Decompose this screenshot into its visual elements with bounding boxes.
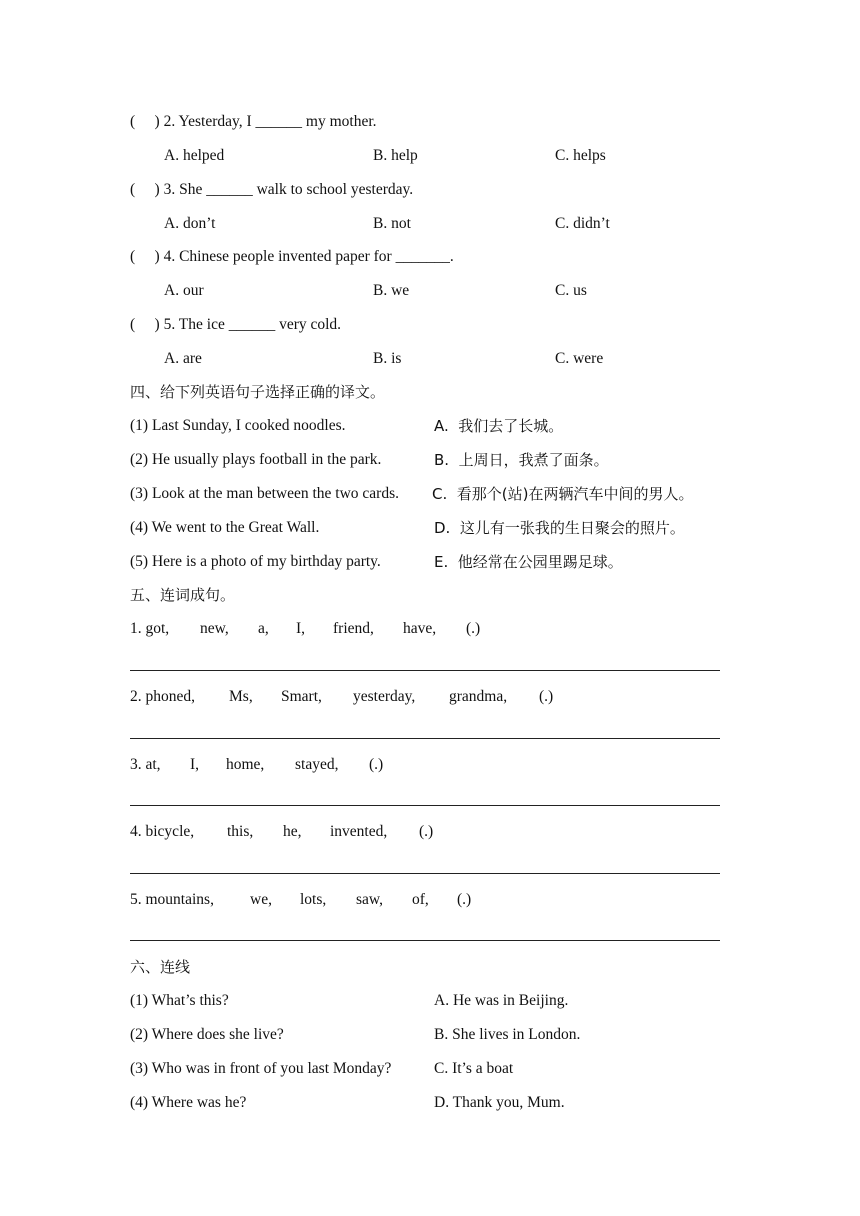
word-chip: (.) (539, 688, 554, 705)
word-chip: 3. at, (130, 756, 161, 773)
translation-option: A. 我们去了长城。 (434, 417, 564, 435)
translation-sentence: (5) Here is a photo of my birthday party. (130, 553, 381, 570)
word-chip: 1. got, (130, 620, 170, 637)
word-chip: stayed, (295, 756, 339, 773)
word-chip: this, (227, 823, 254, 840)
section-6-title: 六、连线 (130, 958, 191, 976)
option-a: A. don’t (164, 215, 216, 232)
question-4: ( ) 4. Chinese people invented paper for _______. (130, 248, 454, 265)
question-5: ( ) 5. The ice ______ very cold. (130, 316, 342, 333)
word-chip: (.) (369, 756, 384, 773)
option-a: A. helped (164, 147, 225, 164)
option-c: C. were (555, 350, 604, 367)
match-question: (3) Who was in front of you last Monday? (130, 1060, 392, 1077)
option-a: A. our (164, 282, 204, 299)
translation-sentence: (3) Look at the man between the two cards. (130, 485, 400, 502)
word-chip: invented, (330, 823, 388, 840)
answer-line[interactable] (130, 873, 720, 874)
translation-option: E. 他经常在公园里踢足球。 (434, 553, 623, 571)
option-b: B. we (373, 282, 410, 299)
option-a: A. are (164, 350, 202, 367)
word-chip: Smart, (281, 688, 322, 705)
answer-line[interactable] (130, 670, 720, 671)
match-answer: D. Thank you, Mum. (434, 1094, 565, 1111)
word-chip: grandma, (449, 688, 508, 705)
word-chip: (.) (419, 823, 434, 840)
word-chip: lots, (300, 891, 327, 908)
answer-line[interactable] (130, 940, 720, 941)
section-5-title: 五、连词成句。 (130, 586, 236, 604)
translation-sentence: (4) We went to the Great Wall. (130, 519, 320, 536)
answer-line[interactable] (130, 805, 720, 806)
match-answer: C. It’s a boat (434, 1060, 514, 1077)
word-chip: have, (403, 620, 437, 637)
option-b: B. is (373, 350, 402, 367)
translation-option: D. 这儿有一张我的生日聚会的照片。 (434, 519, 685, 537)
word-chip: Ms, (229, 688, 253, 705)
option-c: C. didn’t (555, 215, 610, 232)
option-c: C. us (555, 282, 587, 299)
word-chip: of, (412, 891, 429, 908)
word-chip: (.) (457, 891, 472, 908)
translation-option: B. 上周日，我煮了面条。 (434, 451, 609, 469)
word-chip: I, (296, 620, 306, 637)
translation-sentence: (2) He usually plays football in the park. (130, 451, 382, 468)
word-chip: he, (283, 823, 302, 840)
match-answer: A. He was in Beijing. (434, 992, 569, 1009)
word-chip: we, (250, 891, 272, 908)
option-b: B. not (373, 215, 411, 232)
word-chip: home, (226, 756, 265, 773)
match-question: (4) Where was he? (130, 1094, 247, 1111)
option-c: C. helps (555, 147, 606, 164)
word-chip: (.) (466, 620, 481, 637)
match-question: (2) Where does she live? (130, 1026, 284, 1043)
translation-option: C. 看那个(站)在两辆汽车中间的男人。 (432, 485, 694, 503)
match-answer: B. She lives in London. (434, 1026, 581, 1043)
answer-line[interactable] (130, 738, 720, 739)
word-chip: 2. phoned, (130, 688, 196, 705)
word-chip: friend, (333, 620, 374, 637)
translation-sentence: (1) Last Sunday, I cooked noodles. (130, 417, 346, 434)
word-chip: 5. mountains, (130, 891, 214, 908)
word-chip: yesterday, (353, 688, 416, 705)
match-question: (1) What’s this? (130, 992, 229, 1009)
question-3: ( ) 3. She ______ walk to school yesterday. (130, 181, 414, 198)
word-chip: saw, (356, 891, 383, 908)
word-chip: 4. bicycle, (130, 823, 195, 840)
word-chip: new, (200, 620, 229, 637)
option-b: B. help (373, 147, 418, 164)
word-chip: I, (190, 756, 200, 773)
question-2: ( ) 2. Yesterday, I ______ my mother. (130, 113, 377, 130)
section-4-title: 四、给下列英语句子选择正确的译文。 (130, 383, 386, 401)
word-chip: a, (258, 620, 269, 637)
